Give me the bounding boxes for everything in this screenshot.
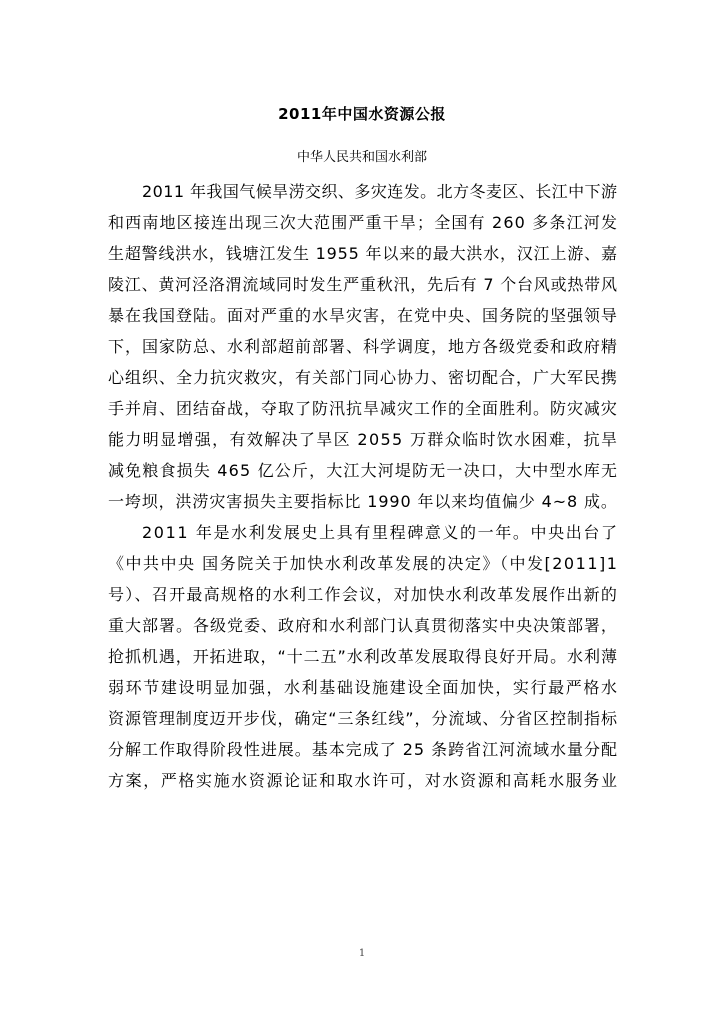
page-number: 1 [358, 948, 366, 959]
paragraph-line: 弱环节建设明显加强，水利基础设施建设全面加快，实行最严格水 [108, 678, 619, 697]
paragraph-line: 一垮坝，洪涝灾害损失主要指标比 1990 年以来均值偏少 4~8 成。 [108, 492, 618, 511]
document-title: 2011年中国水资源公报 [278, 105, 446, 123]
paragraph-line: 资源管理制度迈开步伐，确定“三条红线”，分流域、分省区控制指标 [108, 709, 618, 728]
paragraph-line: 减免粮食损失 465 亿公斤，大江大河堤防无一决口，大中型水库无 [108, 461, 619, 480]
paragraph-line: 暴在我国登陆。面对严重的水旱灾害，在党中央、国务院的坚强领导 [108, 306, 618, 325]
body-text [108, 176, 617, 796]
paragraph-line: 2011 年是水利发展史上具有里程碑意义的一年。中央出台了 [142, 523, 619, 542]
paragraph-line: 重大部署。各级党委、政府和水利部门认真贯彻落实中央决策部署， [108, 616, 618, 635]
paragraph-line: 下，国家防总、水利部超前部署、科学调度，地方各级党委和政府精 [108, 337, 618, 356]
paragraph-line: 2011 年我国气候旱涝交织、多灾连发。北方冬麦区、长江中下游 [142, 182, 618, 201]
paragraph-line: 抢抓机遇，开拓进取，“十二五”水利改革发展取得良好开局。水利薄 [108, 647, 618, 666]
paragraph-line: 生超警线洪水，钱塘江发生 1955 年以来的最大洪水，汉江上游、嘉 [108, 244, 618, 263]
document-subtitle: 中华人民共和国水利部 [296, 150, 427, 165]
paragraph-line: 方案，严格实施水资源论证和取水许可，对水资源和高耗水服务业 [108, 771, 619, 790]
paragraph-line: 分解工作取得阶段性进展。基本完成了 25 条跨省江河流域水量分配 [108, 740, 618, 759]
paragraph-line: 《中共中央 国务院关于加快水利改革发展的决定》（中发[2011]1 [108, 554, 619, 573]
paragraph-line: 号）、召开最高规格的水利工作会议，对加快水利改革发展作出新的 [108, 585, 619, 604]
paragraph-line: 和西南地区接连出现三次大范围严重干旱；全国有 260 多条江河发 [108, 213, 619, 232]
paragraph-line: 能力明显增强，有效解决了旱区 2055 万群众临时饮水困难，抗旱 [108, 430, 619, 449]
paragraph-line: 手并肩、团结奋战，夺取了防汛抗旱减灾工作的全面胜利。防灾减灾 [108, 399, 618, 418]
paragraph-line: 心组织、全力抗灾救灾，有关部门同心协力、密切配合，广大军民携 [108, 368, 618, 387]
paragraph-line: 陵江、黄河泾洛渭流域同时发生严重秋汛，先后有 7 个台风或热带风 [108, 275, 618, 294]
